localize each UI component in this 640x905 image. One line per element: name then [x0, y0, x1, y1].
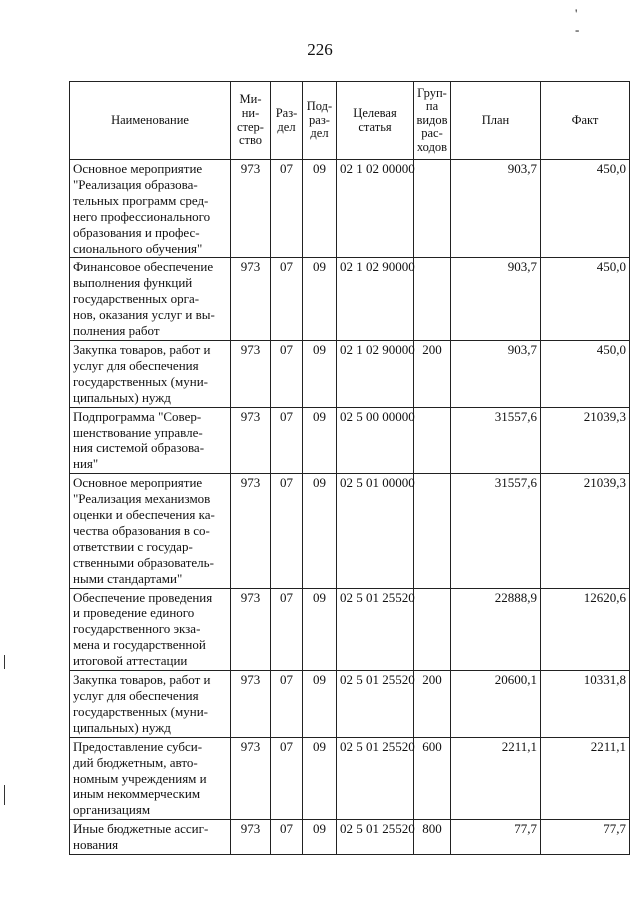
row-target: 02 1 02 00000 — [337, 160, 414, 258]
row-name: Основное мероприятие "Реализация механизмов оценки и обеспечения ка- чества образования в со- ответствии с государ- ственными образователь- ными стандартами" — [70, 474, 231, 588]
row-subsection: 09 — [303, 820, 337, 855]
table-row — [70, 588, 630, 671]
header-fact: Факт — [541, 82, 630, 160]
row-expense-group — [414, 407, 451, 474]
row-subsection: 09 — [303, 340, 337, 407]
row-fact: 2211,1 — [541, 737, 630, 820]
row-ministry: 973 — [231, 671, 271, 738]
row-name: Закупка товаров, работ и услуг для обеспечения государственных (муни- ципальных) нужд — [70, 340, 231, 407]
row-expense-group — [414, 588, 451, 671]
row-subsection: 09 — [303, 474, 337, 588]
table-row — [70, 737, 630, 820]
row-subsection: 09 — [303, 258, 337, 341]
row-target: 02 1 02 90000 — [337, 258, 414, 341]
row-name: Предоставление субси- дий бюджетным, авто- номным учреждениям и иным некоммерческим организациям — [70, 737, 231, 820]
row-plan: 31557,6 — [451, 407, 541, 474]
row-fact: 10331,8 — [541, 671, 630, 738]
header-target: Целевая статья — [337, 82, 414, 160]
row-plan: 903,7 — [451, 340, 541, 407]
table-row — [70, 340, 630, 407]
row-subsection: 09 — [303, 160, 337, 258]
table-row — [70, 258, 630, 341]
row-plan: 903,7 — [451, 258, 541, 341]
table-row — [70, 671, 630, 738]
table-row — [70, 820, 630, 855]
row-plan: 903,7 — [451, 160, 541, 258]
corner-marks: ' - — [575, 6, 606, 37]
row-section: 07 — [271, 407, 303, 474]
row-subsection: 09 — [303, 407, 337, 474]
row-expense-group: 200 — [414, 671, 451, 738]
row-fact: 450,0 — [541, 258, 630, 341]
row-target: 02 5 01 25520 — [337, 820, 414, 855]
row-ministry: 973 — [231, 407, 271, 474]
row-ministry: 973 — [231, 588, 271, 671]
row-name: Закупка товаров, работ и услуг для обеспечения государственных (муни- ципальных) нужд — [70, 671, 231, 738]
row-section: 07 — [271, 474, 303, 588]
row-fact: 12620,6 — [541, 588, 630, 671]
row-section: 07 — [271, 820, 303, 855]
header-name: Наименование — [70, 82, 231, 160]
header-subsection: Под- раз- дел — [303, 82, 337, 160]
row-ministry: 973 — [231, 737, 271, 820]
row-plan: 31557,6 — [451, 474, 541, 588]
row-name: Обеспечение проведения и проведение единого государственного экза- мена и государственной итоговой аттестации — [70, 588, 231, 671]
row-plan: 77,7 — [451, 820, 541, 855]
row-section: 07 — [271, 258, 303, 341]
row-expense-group — [414, 258, 451, 341]
row-fact: 21039,3 — [541, 407, 630, 474]
row-section: 07 — [271, 671, 303, 738]
table-row — [70, 407, 630, 474]
row-fact: 450,0 — [541, 160, 630, 258]
row-ministry: 973 — [231, 474, 271, 588]
page-number: 226 — [307, 40, 333, 59]
row-ministry: 973 — [231, 160, 271, 258]
row-ministry: 973 — [231, 820, 271, 855]
header-plan: План — [451, 82, 541, 160]
row-plan: 20600,1 — [451, 671, 541, 738]
row-fact: 21039,3 — [541, 474, 630, 588]
row-section: 07 — [271, 737, 303, 820]
row-name: Подпрограмма "Совер- шенствование управле- ния системой образова- ния" — [70, 407, 231, 474]
row-target: 02 5 01 25520 — [337, 737, 414, 820]
table-header-row — [70, 82, 630, 160]
row-target: 02 1 02 90000 — [337, 340, 414, 407]
header-expense-group: Груп- па видов рас- ходов — [414, 82, 451, 160]
row-section: 07 — [271, 340, 303, 407]
margin-mark — [4, 785, 5, 805]
row-fact: 77,7 — [541, 820, 630, 855]
row-fact: 450,0 — [541, 340, 630, 407]
row-expense-group — [414, 474, 451, 588]
row-target: 02 5 01 25520 — [337, 588, 414, 671]
table-row — [70, 474, 630, 588]
header-section: Раз- дел — [271, 82, 303, 160]
row-target: 02 5 01 00000 — [337, 474, 414, 588]
row-expense-group — [414, 160, 451, 258]
row-subsection: 09 — [303, 671, 337, 738]
row-plan: 22888,9 — [451, 588, 541, 671]
row-ministry: 973 — [231, 258, 271, 341]
row-section: 07 — [271, 160, 303, 258]
row-name: Иные бюджетные ассиг- нования — [70, 820, 231, 855]
row-section: 07 — [271, 588, 303, 671]
row-target: 02 5 00 00000 — [337, 407, 414, 474]
row-plan: 2211,1 — [451, 737, 541, 820]
table-row — [70, 160, 630, 258]
row-expense-group: 800 — [414, 820, 451, 855]
row-subsection: 09 — [303, 588, 337, 671]
header-ministry: Ми- ни- стер- ство — [231, 82, 271, 160]
row-target: 02 5 01 25520 — [337, 671, 414, 738]
row-ministry: 973 — [231, 340, 271, 407]
row-subsection: 09 — [303, 737, 337, 820]
row-expense-group: 200 — [414, 340, 451, 407]
row-expense-group: 600 — [414, 737, 451, 820]
margin-mark — [4, 655, 5, 669]
table-body — [70, 160, 630, 855]
budget-table — [69, 81, 630, 855]
row-name: Основное мероприятие "Реализация образова- тельных программ сред- него профессионального образования и профес- сионального обучения" — [70, 160, 231, 258]
row-name: Финансовое обеспечение выполнения функций государственных орга- нов, оказания услуг и вы- полнения работ — [70, 258, 231, 341]
